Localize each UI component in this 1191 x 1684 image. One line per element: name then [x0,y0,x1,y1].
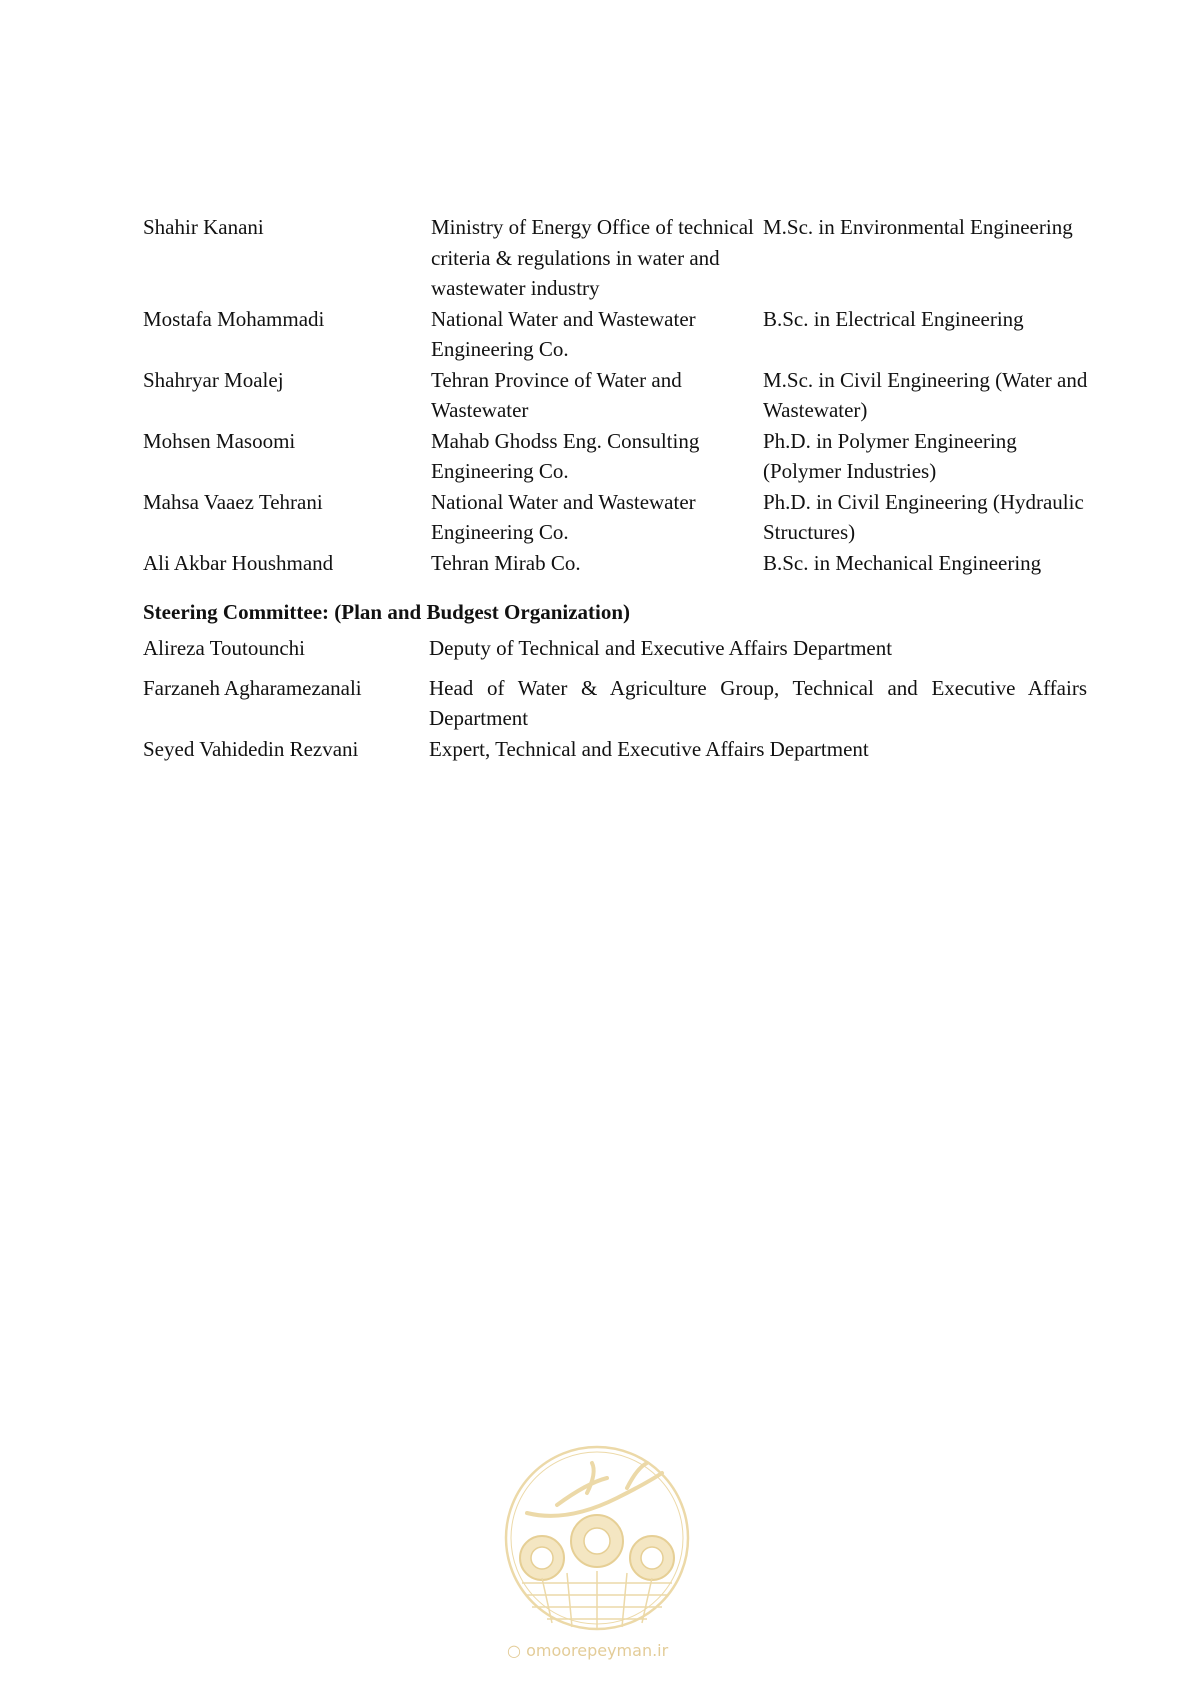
list-item [143,673,1087,734]
watermark-url [507,1641,668,1660]
member-name: Mohsen Masoomi [143,428,296,453]
watermark-logo [497,1443,697,1673]
list-item [143,633,1087,664]
member-degree: M.Sc. in Environmental Engineering [763,215,1073,239]
watermark-seal [497,1443,697,1673]
steering-member-role: Head of Water & Agriculture Group, Technical and Executive Affairs Department [429,675,1087,730]
table-row [143,304,1093,365]
member-degree: B.Sc. in Electrical Engineering [763,306,1024,331]
member-name: Shahryar Moalej [143,367,284,392]
steering-member-name: Seyed Vahidedin Rezvani [143,736,359,761]
member-degree: M.Sc. in Civil Engineering (Water and Wastewater) [763,367,1088,422]
member-name: Mostafa Mohammadi [143,306,325,331]
steering-member-role: Expert, Technical and Executive Affairs Department [429,736,869,761]
table-row [143,365,1093,426]
member-name: Shahir Kanani [143,215,264,239]
member-organization: National Water and Wastewater Engineering Co. [431,306,696,361]
steering-committee-heading: Steering Committee: (Plan and Budgest Organization) [143,600,631,624]
member-name: Mahsa Vaaez Tehrani [143,489,323,514]
table-row [143,548,1093,579]
member-degree: Ph.D. in Polymer Engineering (Polymer Industries) [763,428,1017,483]
steering-member-name: Alireza Toutounchi [143,636,306,660]
member-name: Ali Akbar Houshmand [143,550,334,575]
committee-members-table [143,212,1093,578]
steering-member-role: Deputy of Technical and Executive Affairs Department [429,636,893,660]
member-organization: Tehran Mirab Co. [431,550,581,575]
member-organization: Tehran Province of Water and Wastewater [431,367,682,422]
member-degree: B.Sc. in Mechanical Engineering [763,550,1042,575]
globe-icon: ○ [507,1641,521,1660]
member-organization: Mahab Ghodss Eng. Consulting Engineering Co. [431,428,700,483]
watermark-text: omoorepeyman.ir [526,1641,669,1660]
steering-member-name: Farzaneh Agharamezanali [143,675,362,700]
member-degree: Ph.D. in Civil Engineering (Hydraulic Structures) [763,489,1084,544]
table-row [143,487,1093,548]
member-organization: Ministry of Energy Office of technical criteria & regulations in water and wastewater industry [431,215,754,300]
member-organization: National Water and Wastewater Engineering Co. [431,489,696,544]
steering-committee-list [143,633,1087,773]
table-row [143,426,1093,487]
table-row [143,212,1093,304]
list-item [143,734,1087,765]
